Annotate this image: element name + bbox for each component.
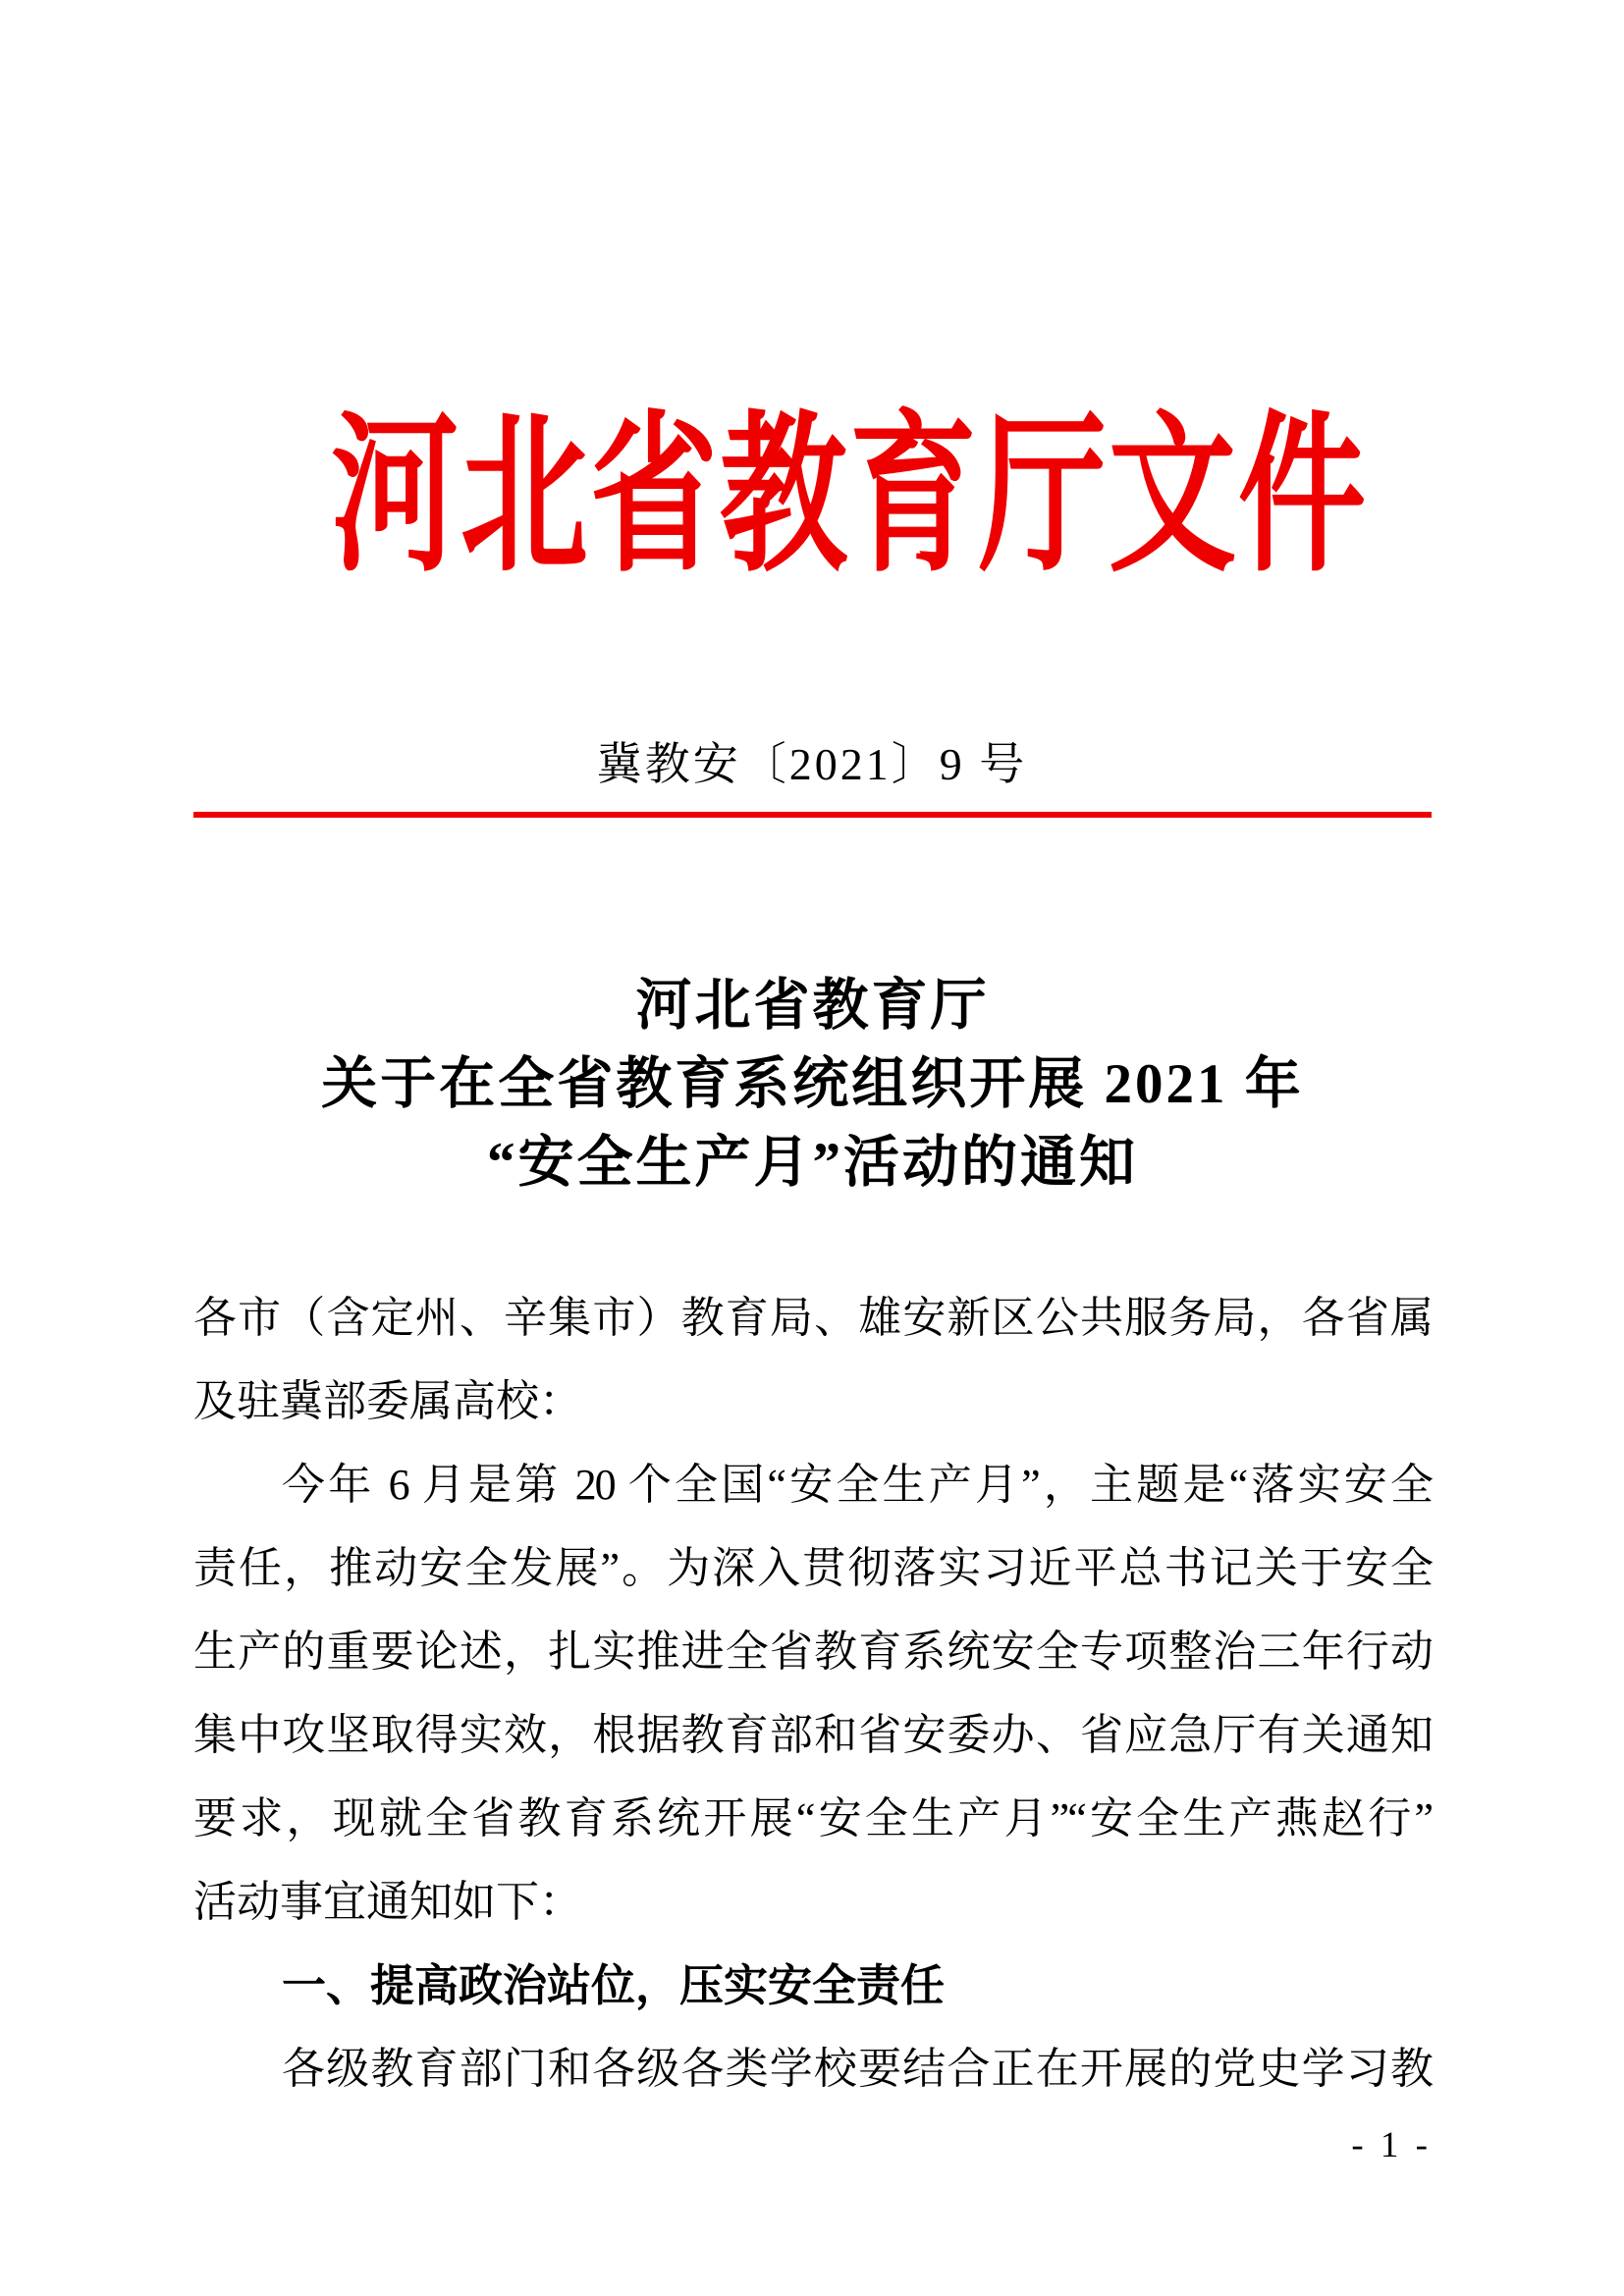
body-line-paragraph: 责任，推动安全发展”。为深入贯彻落实习近平总书记关于安全 [193, 1544, 1432, 1592]
body-line-paragraph: 生产的重要论述，扎实推进全省教育系统安全专项整治三年行动 [193, 1628, 1432, 1676]
body-line-paragraph: 今年 6 月是第 20 个全国“安全生产月”，主题是“落实安全 [282, 1461, 1432, 1509]
section-heading-1: 一、提高政治站位，压实安全责任 [282, 1960, 946, 2010]
body-line-paragraph: 各级教育部门和各级各类学校要结合正在开展的党史学习教 [282, 2045, 1432, 2093]
body-line-paragraph: 要求，现就全省教育系统开展“安全生产月”“安全生产燕赵行” [193, 1794, 1432, 1842]
body-line-paragraph: 集中攻坚取得实效，根据教育部和省安委办、省应急厅有关通知 [193, 1711, 1432, 1759]
body-line-paragraph-end: 活动事宜通知如下： [193, 1878, 582, 1926]
notice-title [193, 967, 1432, 1202]
body-line-salutation-2: 及驻冀部委属高校： [193, 1377, 582, 1425]
body-line-salutation-1: 各市（含定州、辛集市）教育局、雄安新区公共服务局，各省属 [193, 1294, 1432, 1342]
document-number: 冀教安〔2021〕9 号 [596, 739, 1028, 789]
agency-letterhead-title: 河北省教育厅文件 [330, 401, 1368, 594]
notice-title-line-2: 关于在全省教育系统组织开展 2021 年 [321, 1053, 1304, 1115]
notice-title-line-3: “安全生产月”活动的通知 [487, 1132, 1138, 1194]
red-divider-line [193, 812, 1432, 818]
page-number: - 1 - [1351, 2125, 1432, 2165]
notice-title-line-1: 河北省教育厅 [635, 975, 990, 1037]
